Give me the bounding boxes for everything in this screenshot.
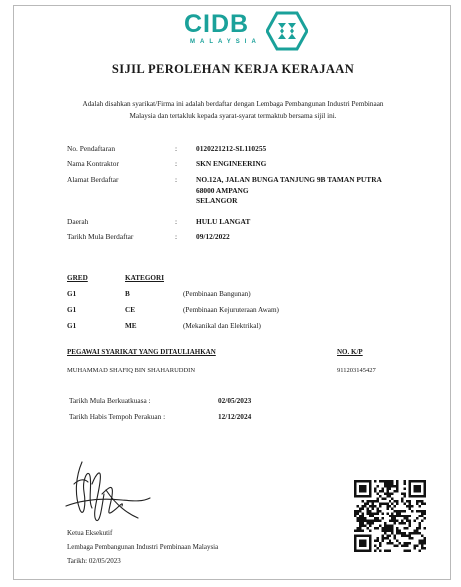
category-description: (Mekanikal dan Elektrikal) — [183, 322, 261, 330]
expiry-date-value: 12/12/2024 — [218, 412, 252, 421]
category-cell: CE — [125, 306, 135, 314]
separator: : — [175, 232, 178, 241]
grade-cell: G1 — [67, 322, 77, 330]
intro-line-1: Adalah disahkan syarikat/Firma ini adalah berdaftar dengan Lembaga Pembangunan Industri Pembinaan — [82, 100, 384, 108]
footer-signatory — [67, 526, 218, 568]
address-value — [196, 175, 382, 207]
separator: : — [175, 159, 178, 168]
separator: : — [175, 175, 178, 184]
address-label: Alamat Berdaftar — [67, 175, 119, 184]
effective-date-value: 02/05/2023 — [218, 396, 252, 405]
signatory-organisation: Lembaga Pembangunan Industri Pembinaan Malaysia — [67, 543, 219, 551]
signatory-date: Tarikh: 02/05/2023 — [67, 557, 121, 565]
handwritten-signature — [62, 454, 154, 526]
cidb-hexagon-logo-icon — [266, 11, 308, 51]
signatory-position: Ketua Eksekutif — [67, 529, 113, 537]
category-header: KATEGORI — [125, 274, 165, 282]
address-line-1: NO.12A, JALAN BUNGA TANJUNG 9B TAMAN PUTRA — [196, 175, 382, 184]
grade-header: GRED — [67, 274, 88, 282]
category-description: (Pembinaan Bangunan) — [183, 290, 251, 298]
intro-line-2: Malaysia dan tertakluk kepada syarat-syarat termaktub bersama sijil ini. — [129, 112, 337, 120]
registration-no-label: No. Pendaftaran — [67, 144, 116, 153]
contractor-name-value: SKN ENGINEERING — [196, 159, 267, 168]
district-value: HULU LANGAT — [196, 217, 251, 226]
logo-subtitle: MALAYSIA — [190, 39, 261, 45]
qr-code-icon — [354, 480, 426, 552]
registration-start-value: 09/12/2022 — [196, 232, 230, 241]
expiry-date-label: Tarikh Habis Tempoh Perakuan : — [69, 412, 166, 421]
certificate-title: SIJIL PEROLEHAN KERJA KERAJAAN — [111, 62, 355, 76]
separator: : — [175, 217, 178, 226]
logo-brand: CIDB — [184, 10, 250, 38]
registration-no-value: 0120221212-SL110255 — [196, 144, 267, 153]
address-line-2: 68000 AMPANG — [196, 185, 249, 195]
separator: : — [175, 144, 178, 153]
intro-text — [36, 98, 430, 122]
category-cell: ME — [125, 322, 137, 330]
certificate — [13, 5, 451, 580]
contractor-name-label: Nama Kontraktor — [67, 159, 119, 168]
authorized-officer-header: PEGAWAI SYARIKAT YANG DITAULIAHKAN — [67, 348, 216, 356]
officer-name: MUHAMMAD SHAFIQ BIN SHAHARUDDIN — [67, 367, 196, 374]
category-cell: B — [125, 290, 130, 298]
address-line-3: SELANGOR — [196, 196, 238, 205]
ic-number-header: NO. K/P — [337, 348, 363, 356]
district-label: Daerah — [67, 217, 89, 226]
grade-cell: G1 — [67, 290, 77, 298]
grade-cell: G1 — [67, 306, 77, 314]
cidb-logo — [184, 10, 312, 50]
registration-start-label: Tarikh Mula Berdaftar — [67, 232, 134, 241]
category-description: (Pembinaan Kejuruteraan Awam) — [183, 306, 279, 314]
officer-ic-number: 911203145427 — [337, 367, 376, 374]
effective-date-label: Tarikh Mula Berkuatkuasa : — [69, 396, 151, 405]
